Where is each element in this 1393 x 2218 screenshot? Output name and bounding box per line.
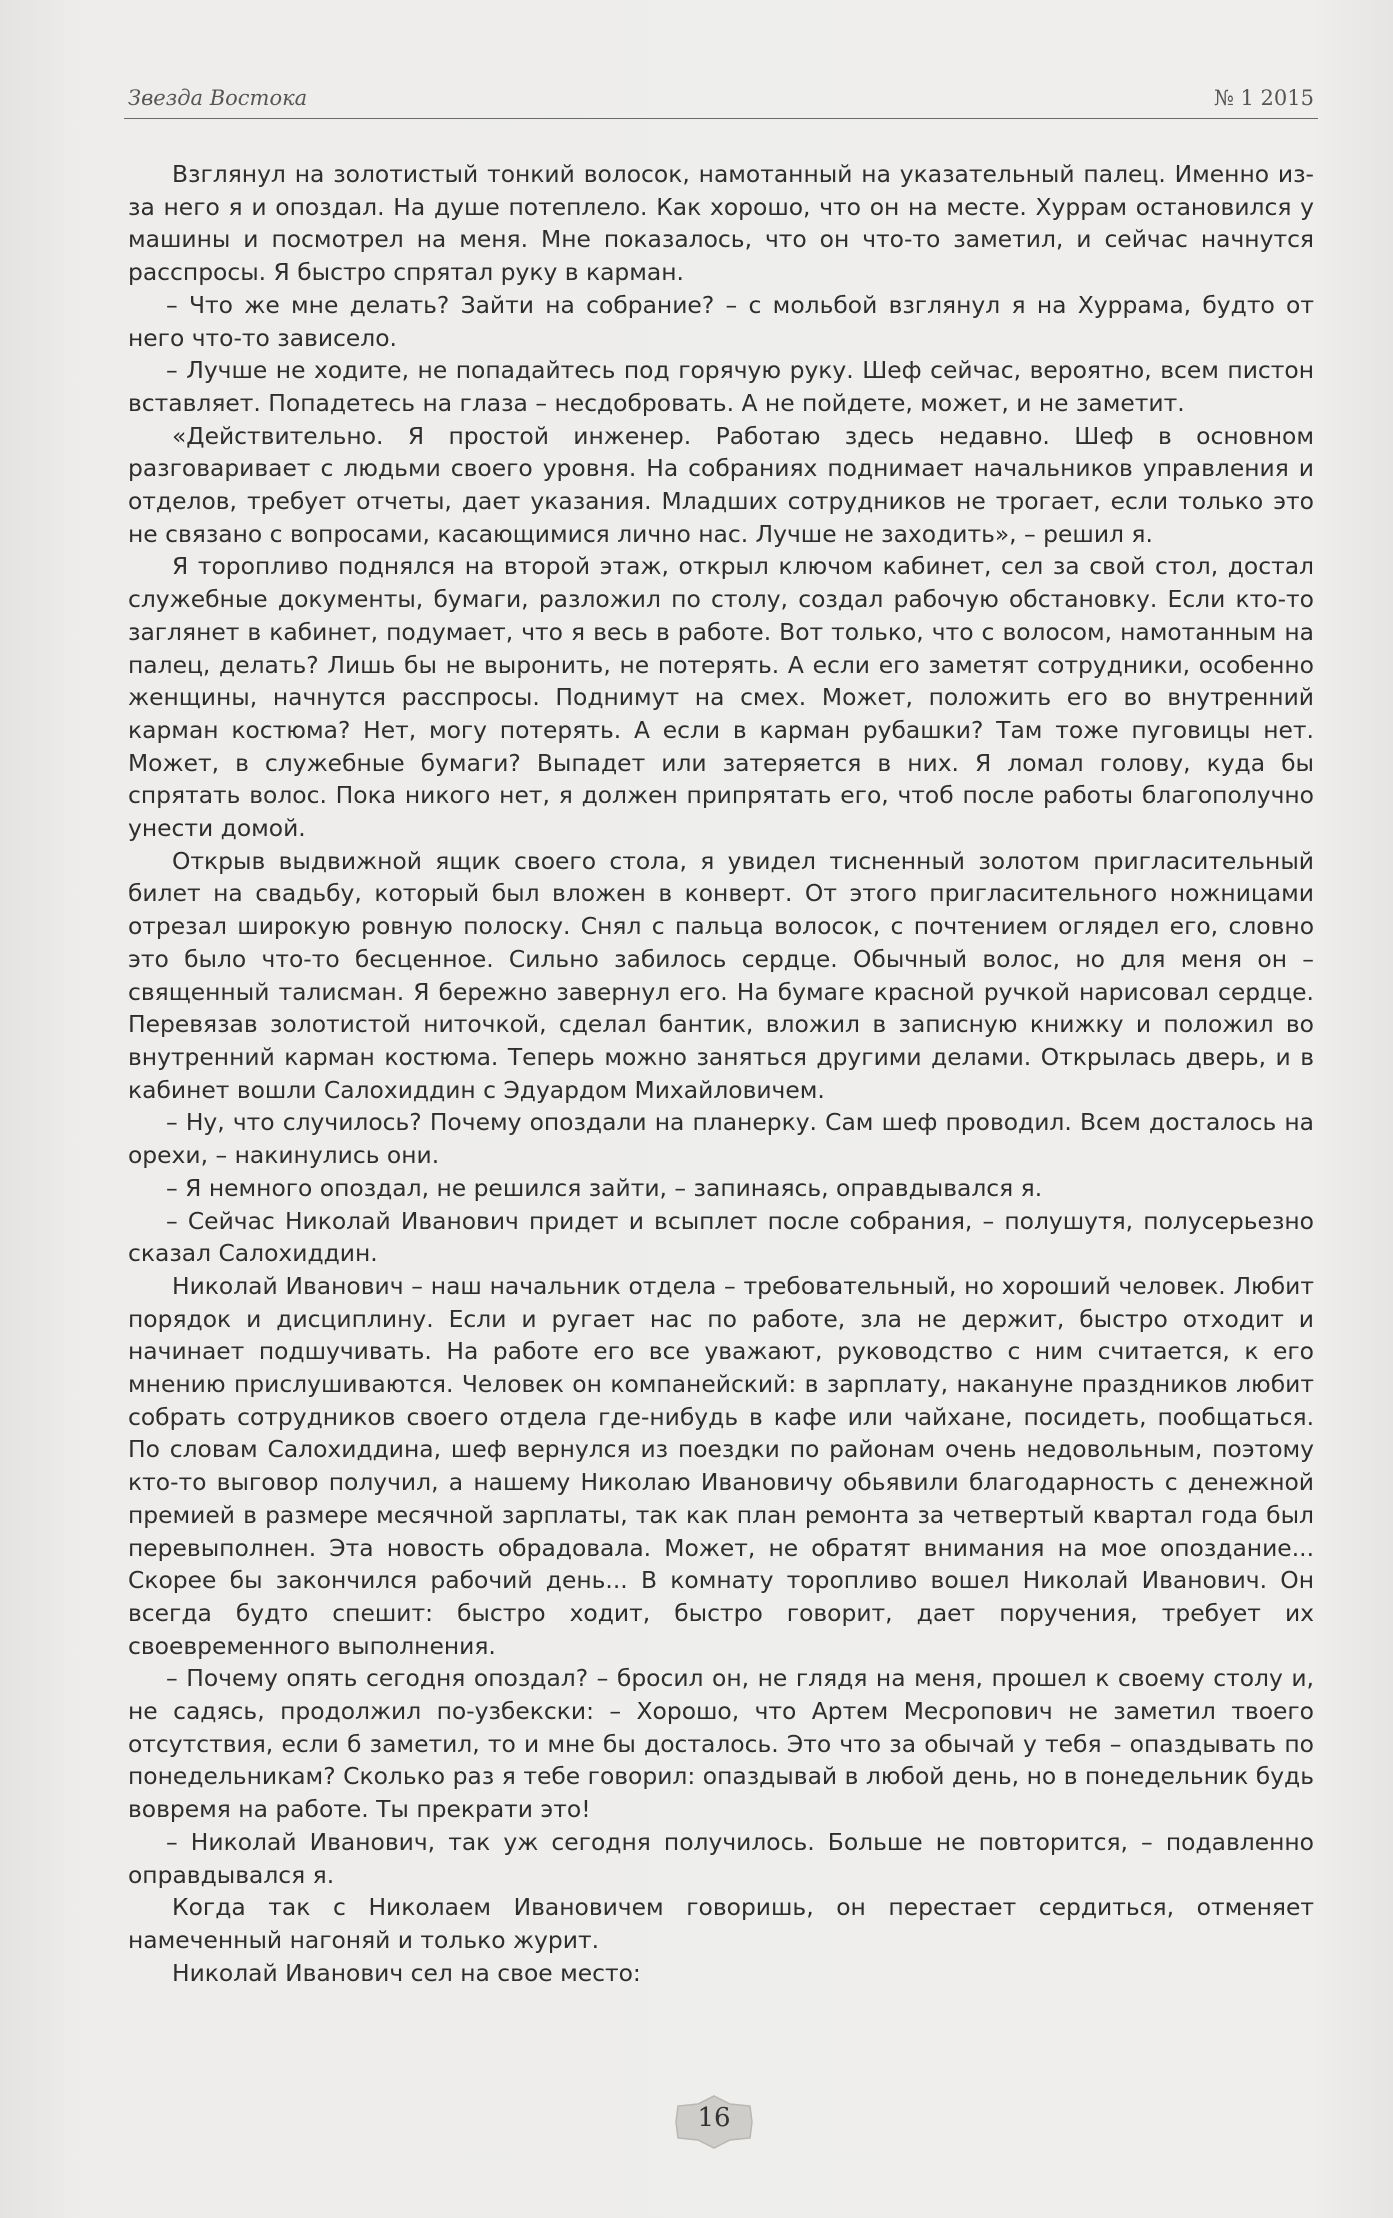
- paragraph: Когда так с Николаем Ивановичем говоришь, он перестает сердиться, отменяет намеченный нагоняй и только журит.: [128, 1893, 1314, 1954]
- page-number: 16: [697, 2103, 731, 2133]
- paragraph: Я торопливо поднялся на второй этаж, открыл ключом кабинет, сел за свой стол, достал служебные документы, бумаги, разложил по столу, создал рабочую обстановку. Если кто-то заглянет в кабинет, подумает, что я весь в работе. Вот только, что с волосом, намотанным на палец, делать? Лишь бы не выронить, не потерять. А если его заметят сотрудники, особенно женщины, начнутся расспросы. Поднимут на смех. Может, положить его во внутренний карман костюма? Нет, могу потерять. А если в карман рубашки? Там тоже пуговицы нет. Может, в служебные бумаги? Выпадет или затеряется в них. Я ломал голову, куда бы спрятать волос. Пока никого нет, я должен припрятать его, чтоб после работы благополучно унести домой.: [128, 552, 1314, 843]
- header-divider: [124, 118, 1318, 119]
- paragraph: – Николай Иванович, так уж сегодня получилось. Больше не повторится, – подавленно оправдывался я.: [128, 1827, 1314, 1889]
- paragraph: – Что же мне делать? Зайти на собрание? – с мольбой взглянул я на Хуррама, будто от него что-то зависело.: [128, 290, 1314, 352]
- paragraph: Взглянул на золотистый тонкий волосок, намотанный на указательный палец. Именно из-за него я и опоздал. На душе потеплело. Как хорошо, что он на месте. Хуррам остановился у машины и посмотрел на меня. Мне показалось, что он что-то заметил, и сейчас начнутся расспросы. Я быстро спрятал руку в карман.: [128, 160, 1314, 287]
- paragraph: Николай Иванович сел на свое место:: [172, 1958, 641, 1987]
- paragraph: Николай Иванович – наш начальник отдела – требовательный, но хороший человек. Любит порядок и дисциплину. Если и ругает нас по работе, зла не держит, быстро отходит и начинает подшучивать. На работе его все уважают, руководство с ним считается, к его мнению прислушиваются. Человек он компанейский: в зарплату, накануне праздников любит собрать сотрудников своего отдела где-нибудь в кафе или чайхане, посидеть, пообщаться. По словам Салохиддина, шеф вернулся из поездки по районам очень недовольным, поэтому кто-то выговор получил, а нашему Николаю Ивановичу обьявили благодарность с денежной премией в размере месячной зарплаты, так как план ремонта за четвертый квартал года был перевыполнен. Эта новость обрадовала. Может, не обратят внимания на мое опоздание... Скорее бы закончился рабочий день... В комнату торопливо вошел Николай Иванович. Он всегда будто спешит: быстро ходит, быстро говорит, дает поручения, требует их своевременного выполнения.: [128, 1271, 1314, 1660]
- paragraph: Открыв выдвижной ящик своего стола, я увидел тисненный золотом пригласительный билет на свадьбу, который был вложен в конверт. От этого пригласительного ножницами отрезал широкую ровную полоску. Снял с пальца волосок, с почтением оглядел его, словно это было что-то бесценное. Сильно забилось сердце. Обычный волос, но для меня он – священный талисман. Я бережно завернул его. На бумаге красной ручкой нарисовал сердце. Перевязав золотистой ниточкой, сделал бантик, вложил в записную книжку и положил во внутренний карман костюма. Теперь можно заняться другими делами. Открылась дверь, и в кабинет вошли Салохиддин с Эдуардом Михайловичем.: [128, 846, 1314, 1104]
- paragraph: – Почему опять сегодня опоздал? – бросил он, не глядя на меня, прошел к своему столу и, не садясь, продолжил по-узбекски: – Хорошо, что Артем Месропович не заметил твоего отсутствия, если б заметил, то и мне бы досталось. Это что за обычай у тебя – опаздывать по понедельникам? Сколько раз я тебе говорил: опаздывай в любой день, но в понедельник будь вовремя на работе. Ты прекрати это!: [128, 1664, 1314, 1824]
- paragraph: – Я немного опоздал, не решился зайти, – запинаясь, оправдывался я.: [166, 1173, 1043, 1202]
- paragraph: – Лучше не ходите, не попадайтесь под горячую руку. Шеф сейчас, вероятно, всем пистон вставляет. Попадетесь на глаза – несдобровать. А не пойдете, может, и не заметит.: [128, 356, 1314, 417]
- paragraph: «Действительно. Я простой инженер. Работаю здесь недавно. Шеф в основном разговаривает с людьми своего уровня. На собраниях поднимает начальников управления и отделов, требует отчеты, дает указания. Младших сотрудников не трогает, если только это не связано с вопросами, касающимися лично нас. Лучше не заходить», – решил я.: [128, 421, 1314, 548]
- paragraph: – Ну, что случилось? Почему опоздали на планерку. Сам шеф проводил. Всем досталось на орехи, – накинулись они.: [128, 1108, 1314, 1170]
- journal-title: Звезда Востока: [128, 86, 308, 110]
- running-header: [124, 84, 1314, 118]
- paragraph: – Сейчас Николай Иванович придет и всыплет после собрания, – полушутя, полусерьезно сказал Салохиддин.: [128, 1206, 1314, 1268]
- article-body: [128, 158, 1314, 1989]
- issue-number: № 1 2015: [1213, 86, 1314, 110]
